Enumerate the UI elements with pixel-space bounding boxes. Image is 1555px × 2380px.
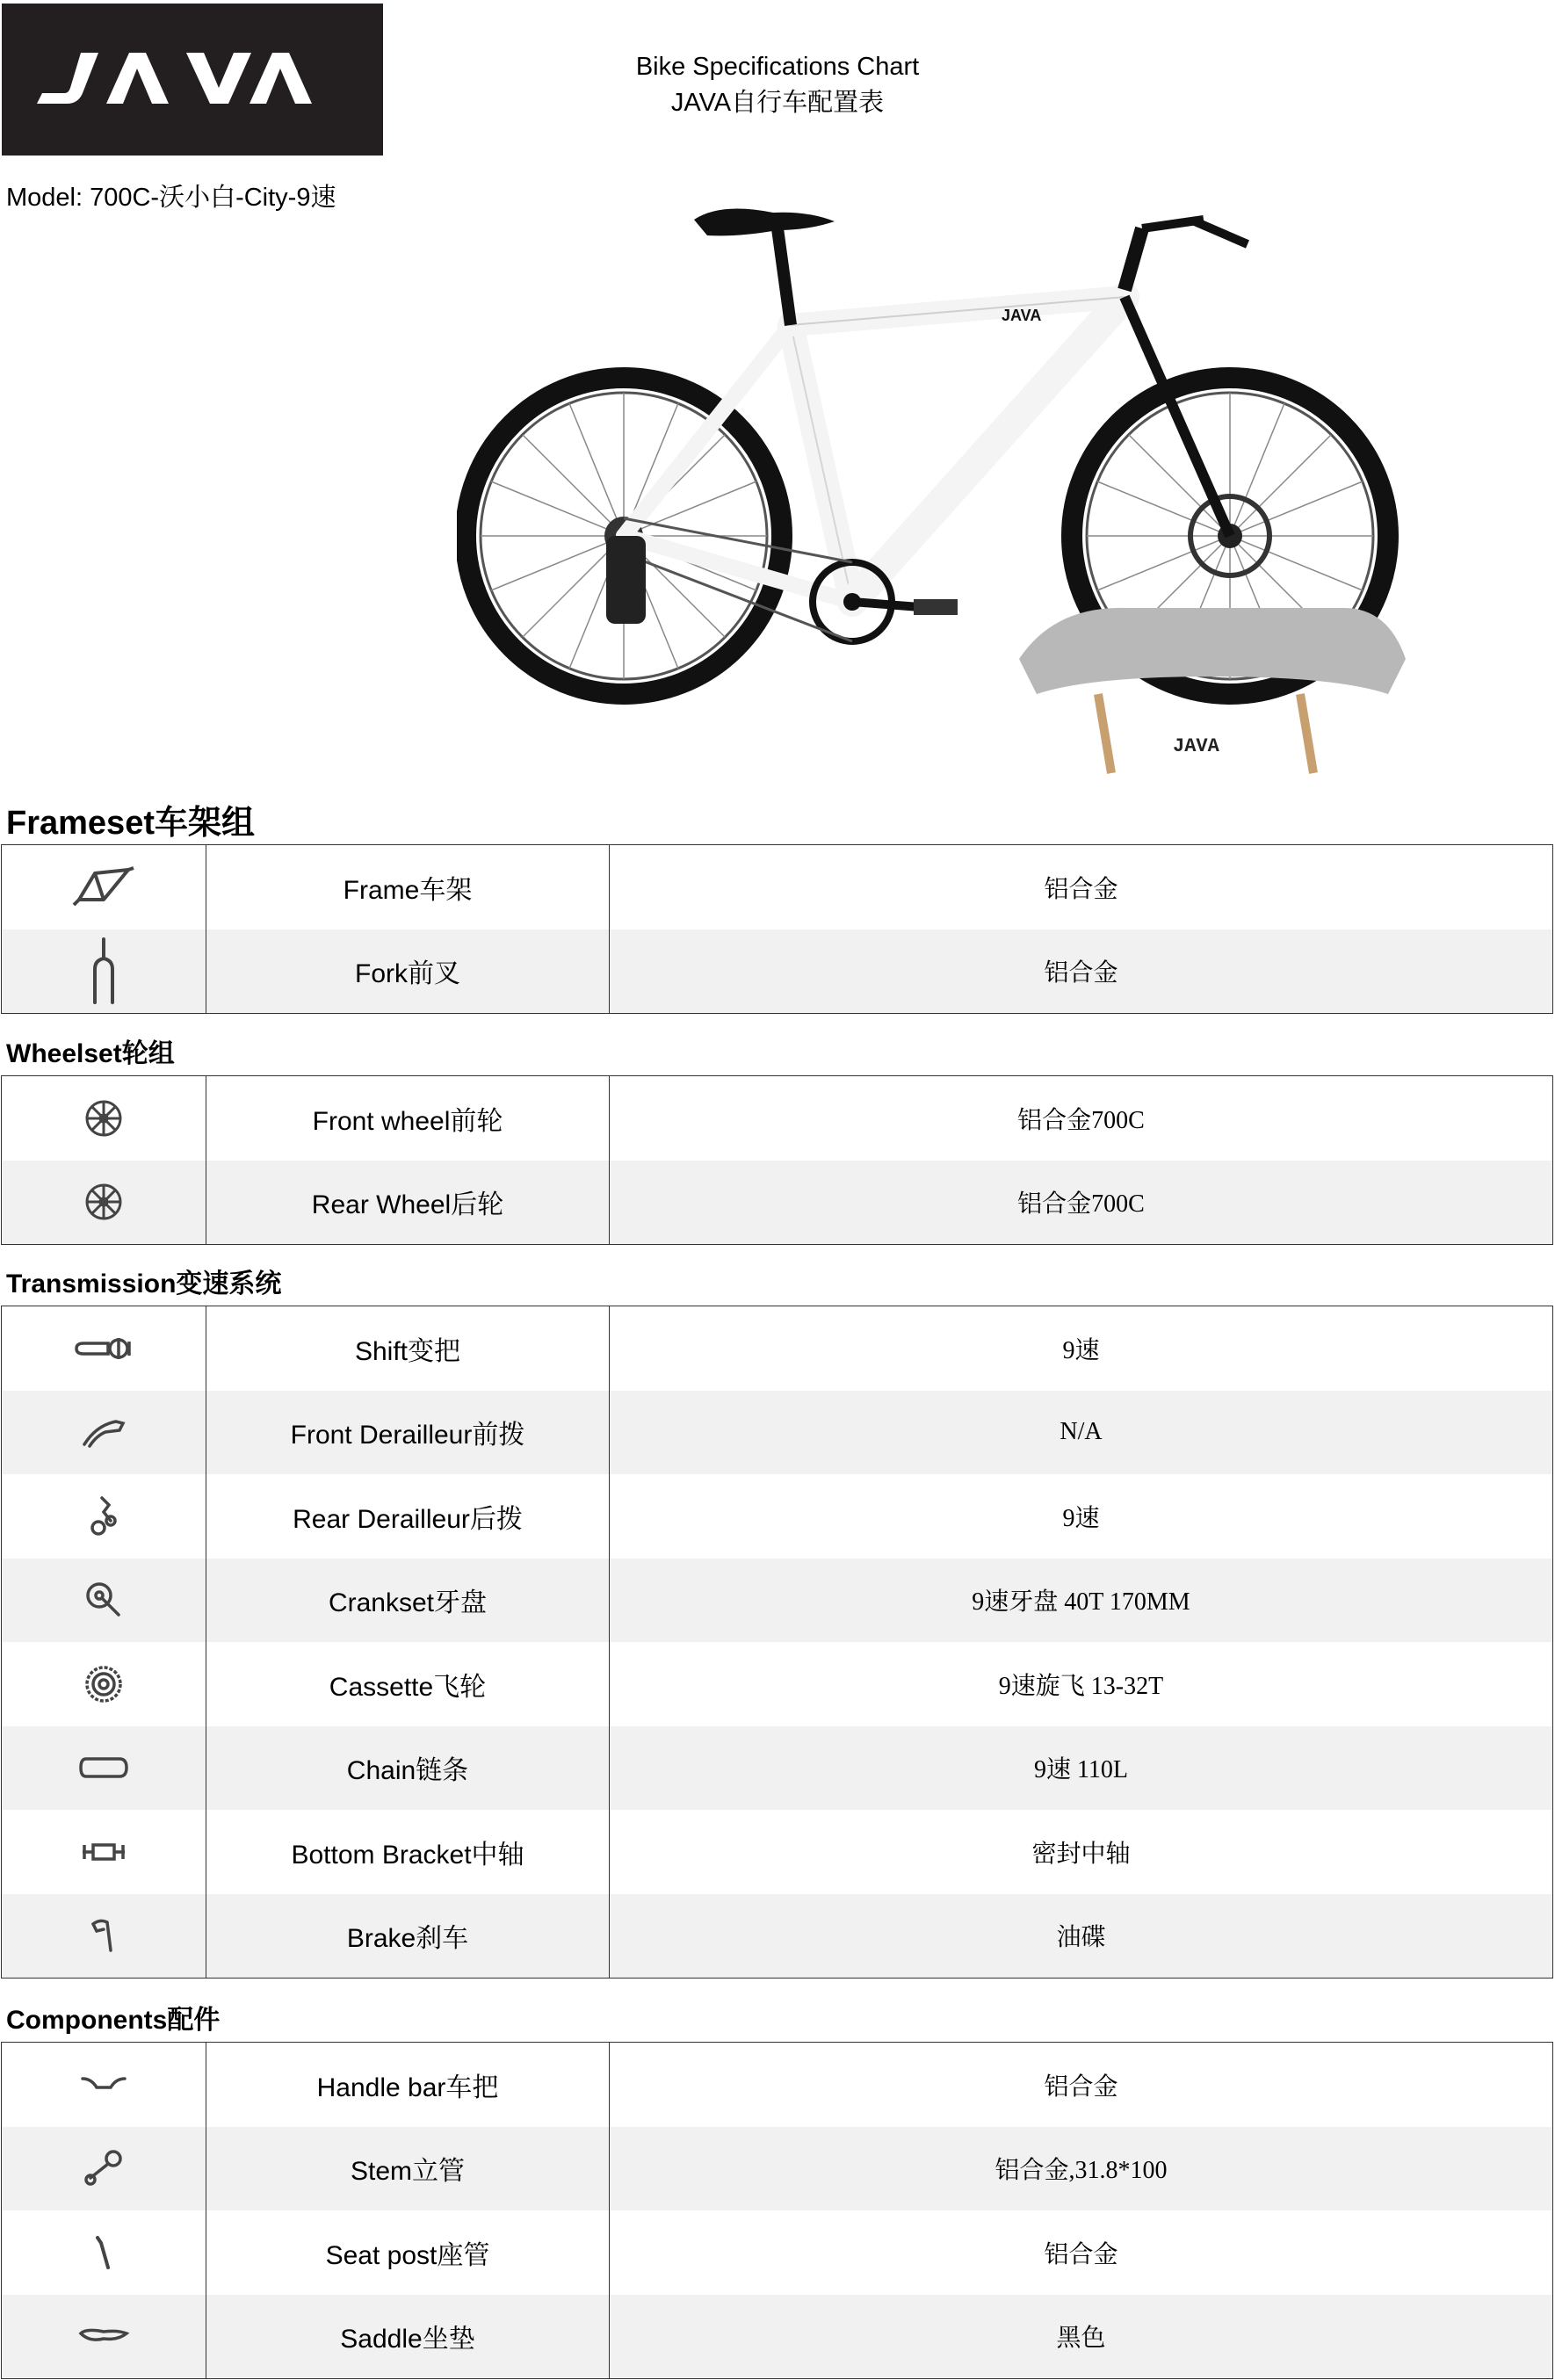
- seatpost-icon: [90, 2232, 117, 2273]
- frame-illustration: [624, 297, 1125, 602]
- spec-value: 铝合金: [610, 930, 1553, 1014]
- spec-name: Bottom Bracket中轴: [206, 1810, 610, 1894]
- spec-name: Rear Derailleur后拨: [206, 1474, 610, 1559]
- fork-icon: [86, 936, 121, 1006]
- shifter-icon: [73, 1331, 134, 1366]
- spec-name: Fork前叉: [206, 930, 610, 1014]
- spec-name: Crankset牙盘: [206, 1559, 610, 1643]
- spec-value: 9速: [1062, 1504, 1100, 1532]
- table-row: [2, 1076, 1553, 1161]
- wheel-icon: [83, 1182, 124, 1222]
- spec-value: 铝合金,31.8*100: [610, 2127, 1553, 2211]
- transmission-table: [1, 1306, 1553, 1979]
- table-row: [2, 2295, 1553, 2379]
- model-label: Model: 700C-沃小白-City-9速: [6, 184, 336, 212]
- document-title: [527, 49, 1028, 121]
- table-row: [2, 1559, 1553, 1643]
- table-row: [2, 1306, 1553, 1391]
- wheelset-table: [1, 1075, 1553, 1245]
- spec-name: Front wheel前轮: [206, 1076, 610, 1161]
- spec-value: 9速: [1062, 1336, 1100, 1364]
- table-row: [2, 845, 1553, 930]
- spec-value: N/A: [610, 1391, 1553, 1475]
- spec-name: Shift变把: [206, 1306, 610, 1391]
- spec-value: 密封中轴: [1031, 1840, 1131, 1868]
- table-row: [2, 2127, 1553, 2211]
- crankset-icon: [83, 1580, 124, 1620]
- section-title-wheelset: Wheelset轮组: [6, 1039, 175, 1068]
- spec-value: 黑色: [610, 2295, 1553, 2379]
- handlebar-icon: [79, 2072, 128, 2098]
- chain-icon: [77, 1752, 130, 1783]
- spec-name: Handle bar车把: [206, 2043, 610, 2127]
- spec-value: 9速 110L: [610, 1726, 1553, 1811]
- table-row: [2, 1642, 1553, 1726]
- rear-derailleur-icon: [86, 1494, 121, 1538]
- bike-stand: [1019, 608, 1406, 694]
- spec-name: Brake刹车: [206, 1894, 610, 1979]
- title-english: Bike Specifications Chart: [635, 53, 920, 81]
- saddle-illustration: [694, 209, 835, 236]
- spec-name: Frame车架: [206, 845, 610, 930]
- bike-photo: [457, 202, 1406, 782]
- spec-name: Cassette飞轮: [206, 1642, 610, 1726]
- frame-brand-text: JAVA: [1002, 307, 1042, 324]
- table-row: [2, 1161, 1553, 1245]
- front-derailleur-icon: [79, 1414, 128, 1450]
- components-table: [1, 2042, 1553, 2379]
- table-row: [2, 1474, 1553, 1559]
- spec-value: 铝合金700C: [1017, 1106, 1145, 1134]
- spec-value: 铝合金700C: [610, 1161, 1553, 1245]
- table-row: [2, 1810, 1553, 1894]
- bottom-bracket-icon: [79, 1836, 128, 1868]
- title-chinese: JAVA自行车配置表: [670, 89, 885, 117]
- table-row: [2, 1894, 1553, 1979]
- spec-value: 9速牙盘 40T 170MM: [610, 1559, 1553, 1643]
- spec-name: Stem立管: [206, 2127, 610, 2211]
- spec-value: 9速旋飞 13-32T: [998, 1672, 1164, 1700]
- spec-value: 油碟: [610, 1894, 1553, 1979]
- spec-name: Rear Wheel后轮: [206, 1161, 610, 1245]
- wheel-icon: [83, 1098, 124, 1139]
- section-title-transmission: Transmission变速系统: [6, 1270, 282, 1299]
- spec-name: Saddle坐垫: [206, 2295, 610, 2379]
- table-row: [2, 2043, 1553, 2127]
- spec-value: 铝合金: [1044, 2240, 1118, 2268]
- section-title-components: Components配件: [6, 2006, 221, 2035]
- spec-name: Seat post座管: [206, 2210, 610, 2295]
- cassette-icon: [83, 1664, 124, 1704]
- frameset-table: [1, 844, 1553, 1014]
- table-row: [2, 1726, 1553, 1811]
- table-row: [2, 2210, 1553, 2295]
- java-logo-icon: [37, 53, 348, 107]
- spec-name: Front Derailleur前拨: [206, 1391, 610, 1475]
- frame-icon: [69, 861, 139, 914]
- spec-value: 铝合金: [1044, 2073, 1118, 2101]
- stand-brand-text: JAVA: [1173, 735, 1219, 757]
- stem-icon: [82, 2148, 126, 2188]
- table-row: [2, 1391, 1553, 1475]
- brand-logo: [2, 4, 383, 156]
- table-row: [2, 930, 1553, 1014]
- spec-value: 铝合金: [1044, 875, 1118, 903]
- saddle-icon: [77, 2323, 130, 2349]
- brake-icon: [86, 1915, 121, 1956]
- section-title-frameset: Frameset车架组: [6, 805, 255, 842]
- spec-name: Chain链条: [206, 1726, 610, 1811]
